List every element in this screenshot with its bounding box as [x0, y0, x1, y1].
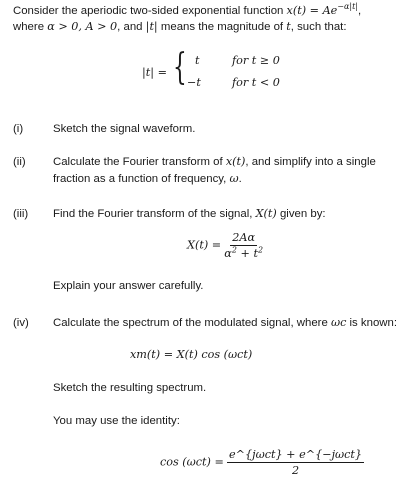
equation-lhs: X(t) = — [187, 238, 222, 252]
signal-symbol: x(t) — [286, 4, 307, 17]
part-i-text: Sketch the signal waveform. — [53, 123, 196, 135]
fraction — [224, 231, 263, 260]
intro-mid: , and — [117, 21, 146, 33]
omega-symbol: ω — [229, 172, 239, 185]
part-iii-equation — [187, 231, 263, 260]
signal-definition: = Ae — [306, 4, 338, 17]
identity-intro: You may use the identity: — [53, 415, 180, 427]
denominator — [224, 246, 263, 260]
den-exp: 2 — [231, 245, 237, 255]
abs-lhs: |t| = — [142, 66, 167, 79]
t-symbol: t — [286, 20, 291, 33]
den-exp: 2 — [257, 245, 264, 255]
part-ii-line-1 — [53, 155, 376, 169]
numerator: 2Aα — [232, 231, 256, 244]
case-1-condition: for t ≥ 0 — [232, 54, 280, 67]
omega-c-symbol: ωc — [330, 316, 347, 329]
part-iii-text-post: given by: — [276, 208, 326, 220]
intro-text: Consider the aperiodic two-sided exponential function — [13, 5, 287, 17]
left-brace: { — [173, 47, 187, 88]
intro-text-2: where — [13, 21, 48, 33]
part-iii-text-pre: Find the Fourier transform of the signal, — [53, 208, 256, 220]
period: . — [238, 173, 242, 185]
part-iv-text-pre: Calculate the spectrum of the modulated signal, where — [53, 317, 331, 329]
case-2-condition: for t < 0 — [232, 76, 280, 89]
abs-symbol: |t| — [145, 20, 158, 33]
intro-line-2 — [13, 20, 346, 34]
identity-numerator: e^{jωct} + e^{−jωct} — [229, 448, 363, 461]
part-iv-text — [53, 316, 397, 330]
part-ii-text-2: fraction as a function of frequency, — [53, 173, 230, 185]
signal-exponent: −α|t| — [337, 2, 358, 12]
part-label: (iii) — [13, 208, 29, 220]
case-1-value: t — [195, 54, 200, 67]
part-label: (i) — [13, 123, 24, 135]
identity-fraction — [227, 448, 364, 477]
identity-denominator: 2 — [291, 464, 300, 477]
part-ii-text-post: , and simplify into a single — [245, 156, 376, 168]
intro-punct: , — [358, 5, 362, 17]
modulated-equation: xm(t) = X(t) cos (ωct) — [130, 348, 253, 361]
den-base: α — [224, 247, 232, 260]
identity-equation — [160, 448, 364, 477]
sketch-instruction: Sketch the resulting spectrum. — [53, 382, 207, 394]
intro-post: means the magnitude of — [157, 21, 287, 33]
case-2-value: −t — [187, 76, 201, 89]
X-symbol: X(t) — [255, 207, 277, 220]
signal-symbol: x(t) — [225, 155, 246, 168]
part-label: (iv) — [13, 317, 29, 329]
part-ii-text: Calculate the Fourier transform of — [53, 156, 226, 168]
part-iii-text — [53, 207, 326, 221]
part-ii-line-2 — [53, 172, 242, 186]
part-iv-text-post: is known: — [346, 317, 398, 329]
conditions: α > 0, A > 0 — [47, 20, 118, 33]
den-plus: + t — [236, 247, 258, 260]
intro-end: , such that: — [290, 21, 347, 33]
intro-line-1 — [13, 4, 361, 18]
part-label: (ii) — [13, 156, 26, 168]
identity-lhs: cos (ωct) = — [160, 455, 224, 469]
part-iii-explain: Explain your answer carefully. — [53, 280, 204, 292]
